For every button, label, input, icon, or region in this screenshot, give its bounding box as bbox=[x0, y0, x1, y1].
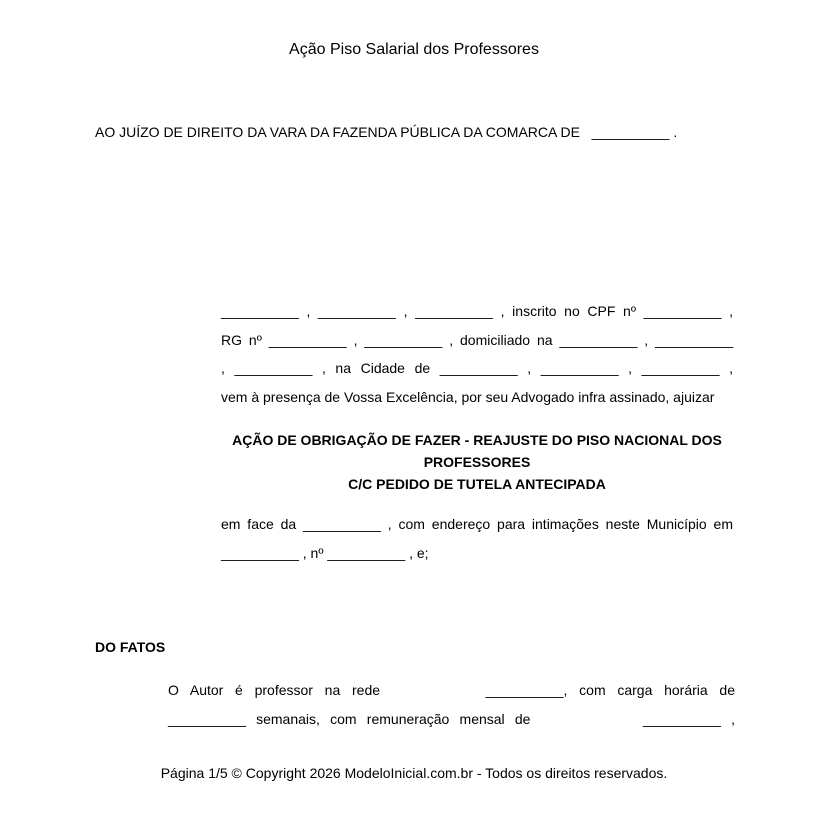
court-addressing-line: AO JUÍZO DE DIREITO DA VARA DA FAZENDA PÚBLICA DA COMARCA DE __________ . bbox=[95, 124, 678, 140]
facts-line: O Autor é professor na rede __________, com carga horária de bbox=[168, 682, 735, 698]
section-title-dos-fatos: DO FATOS bbox=[95, 639, 166, 655]
case-heading-line: C/C PEDIDO DE TUTELA ANTECIPADA bbox=[348, 476, 606, 492]
defendant-line: __________ , nº __________ , e; bbox=[221, 544, 429, 561]
facts-line: __________ semanais, com remuneração mensal de __________ , bbox=[168, 710, 735, 727]
qualification-line: __________ , __________ , __________ , inscrito no CPF nº __________ , bbox=[221, 303, 733, 319]
defendant-line: em face da __________ , com endereço para intimações neste Município em bbox=[221, 516, 733, 532]
document-title: Ação Piso Salarial dos Professores bbox=[289, 41, 539, 58]
plaintiff-qualification-paragraph bbox=[221, 297, 733, 411]
case-heading-line: PROFESSORES bbox=[423, 454, 531, 470]
qualification-line: vem à presença de Vossa Excelência, por seu Advogado infra assinado, ajuizar bbox=[221, 388, 715, 405]
case-heading bbox=[221, 429, 733, 495]
page-footer: Página 1/5 © Copyright 2026 ModeloInicial.com.br - Todos os direitos reservados. bbox=[160, 765, 668, 781]
facts-paragraph bbox=[168, 676, 735, 734]
case-heading-line: AÇÃO DE OBRIGAÇÃO DE FAZER - REAJUSTE DO PISO NACIONAL DOS bbox=[232, 432, 722, 448]
qualification-line: RG nº __________ , __________ , domiciliado na __________ , __________ bbox=[221, 331, 733, 348]
defendant-paragraph bbox=[221, 510, 733, 567]
qualification-line: , __________ , na Cidade de __________ , __________ , __________ , bbox=[221, 360, 733, 377]
